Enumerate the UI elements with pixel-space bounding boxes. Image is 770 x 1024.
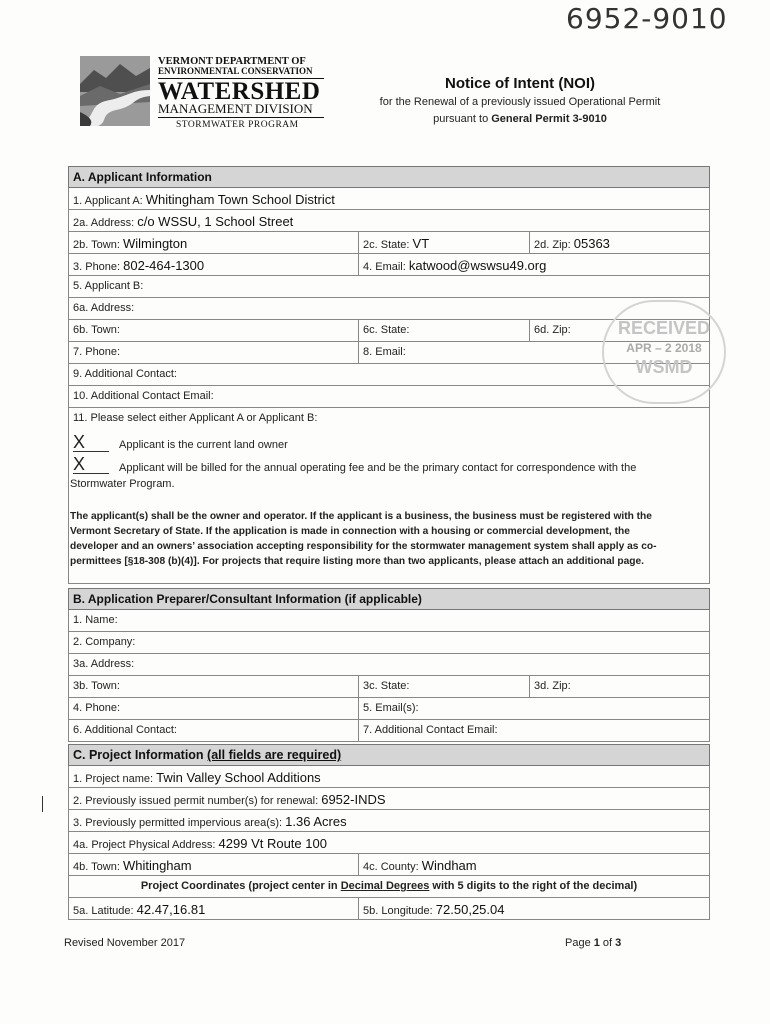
physical-address-row: 4a. Project Physical Address: 4299 Vt Route 100 xyxy=(68,832,710,854)
town-2b-value[interactable]: Wilmington xyxy=(122,236,188,251)
form-subtitle-1: for the Renewal of a previously issued Operational Permit xyxy=(379,96,661,108)
impervious-area-value[interactable]: 1.36 Acres xyxy=(285,814,347,829)
preparer-phone-row: 4. Phone: 5. Email(s): xyxy=(68,698,710,720)
longitude-value[interactable]: 72.50,25.04 xyxy=(435,902,505,917)
town-state-zip-6-row: 6b. Town: 6c. State: 6d. Zip: xyxy=(68,320,710,342)
project-name-row: 1. Project name: Twin Valley School Additions xyxy=(68,766,710,788)
applicant-b-row: 5. Applicant B: xyxy=(68,276,710,298)
additional-contact-row: 9. Additional Contact: xyxy=(68,364,710,386)
revised-date: Revised November 2017 xyxy=(64,937,186,949)
phone-3-value[interactable]: 802-464-1300 xyxy=(123,258,205,273)
billing-checkbox-mark[interactable]: X xyxy=(73,455,109,474)
section-c xyxy=(68,744,710,920)
division-sub: MANAGEMENT DIVISION xyxy=(158,101,313,116)
billing-checkbox-label-cont: Stormwater Program. xyxy=(70,478,175,490)
state-2c-value[interactable]: VT xyxy=(412,236,430,251)
received-stamp: RECEIVED APR – 2 2018 WSMD xyxy=(602,300,726,404)
section-a-heading: A. Applicant Information xyxy=(68,166,710,188)
preparer-company-row: 2. Company: xyxy=(68,632,710,654)
project-town-value[interactable]: Whitingham xyxy=(122,858,192,873)
page-number: Page 1 of 3 xyxy=(565,937,622,949)
address-2a-row: 2a. Address: c/o WSSU, 1 School Street xyxy=(68,210,710,232)
town-state-zip-2-row: 2b. Town: Wilmington 2c. State: VT 2d. Zip: 05363 xyxy=(68,232,710,254)
project-name-value[interactable]: Twin Valley School Additions xyxy=(156,770,321,785)
dept-line-1: VERMONT DEPARTMENT OF xyxy=(158,56,306,67)
logo-rule-bottom xyxy=(158,117,324,118)
watershed-logo xyxy=(80,56,150,126)
dept-line-2: ENVIRONMENTAL CONSERVATION xyxy=(158,66,313,76)
project-county-value[interactable]: Windham xyxy=(421,858,477,873)
email-4-value[interactable]: katwood@wswsu49.org xyxy=(408,258,547,273)
additional-email-row: 10. Additional Contact Email: xyxy=(68,386,710,408)
permit-number-value[interactable]: 6952-INDS xyxy=(321,792,386,807)
physical-address-value[interactable]: 4299 Vt Route 100 xyxy=(218,836,327,851)
section-b xyxy=(68,588,710,742)
form-subtitle-2: pursuant to General Permit 3-9010 xyxy=(433,113,607,125)
owner-checkbox-mark[interactable]: X xyxy=(73,433,109,452)
preparer-address-row: 3a. Address: xyxy=(68,654,710,676)
preparer-contact-row: 6. Additional Contact: 7. Additional Contact Email: xyxy=(68,720,710,742)
preparer-name-row: 1. Name: xyxy=(68,610,710,632)
margin-mark xyxy=(42,796,43,812)
handwritten-permit-number: 6952-9010 xyxy=(566,2,728,35)
program-name: STORMWATER PROGRAM xyxy=(176,120,299,130)
preparer-town-row: 3b. Town: 3c. State: 3d. Zip: xyxy=(68,676,710,698)
river-landscape-icon xyxy=(80,56,150,126)
lat-long-row: 5a. Latitude: 42.47,16.81 5b. Longitude: 72.50,25.04 xyxy=(68,898,710,920)
phone-email-b-row: 7. Phone: 8. Email: xyxy=(68,342,710,364)
billing-checkbox-label: Applicant will be billed for the annual operating fee and be the primary contact for correspondence with the xyxy=(119,462,637,474)
permit-number-row: 2. Previously issued permit number(s) for renewal: 6952-INDS xyxy=(68,788,710,810)
applicant-a-value[interactable]: Whitingham Town School District xyxy=(145,192,335,207)
applicant-a-row: 1. Applicant A: Whitingham Town School District xyxy=(68,188,710,210)
phone-email-row: 3. Phone: 802-464-1300 4. Email: katwood@wswsu49.org xyxy=(68,254,710,276)
form-title: Notice of Intent (NOI) xyxy=(445,75,595,92)
section-b-heading: B. Application Preparer/Consultant Information (if applicable) xyxy=(68,588,710,610)
town-county-row: 4b. Town: Whitingham 4c. County: Windham xyxy=(68,854,710,876)
impervious-area-row: 3. Previously permitted impervious area(s): 1.36 Acres xyxy=(68,810,710,832)
latitude-value[interactable]: 42.47,16.81 xyxy=(136,902,206,917)
applicant-note: The applicant(s) shall be the owner and operator. If the applicant is a business, the business must be registered with the Vermont Secretary of State. If the application is made in connection with a housing or commercial development, the developer and an owners’ association accepting responsibility for the stormwater management system shall apply as co- permittees [§18-308 (b)(4)]. For projects that require listing more than two applicants, please attach an additional page. xyxy=(70,511,657,567)
coordinates-heading-row: Project Coordinates (project center in Decimal Degrees with 5 digits to the right of the decimal) xyxy=(68,876,710,898)
section-c-heading: C. Project Information (all fields are required) xyxy=(68,744,710,766)
applicant-select-block: 11. Please select either Applicant A or Applicant B: X Applicant is the current land owner X Applicant will be billed for the annual operating fee and be the primary contact for correspondence with the Stormwater Program. The applicant(s) shall be the owner and operator. If the applicant is a business, the business must be registered with the Vermont Secretary of State. If the application is made in connection with a housing or commercial development, the developer and an owners’ association accepting responsibility for the stormwater management system shall apply as co- permittees [§18-308 (b)(4)]. For projects that require listing more than two applicants, please attach an additional page. xyxy=(68,408,710,584)
zip-2d-value[interactable]: 05363 xyxy=(573,236,610,251)
division-name: WATERSHED xyxy=(158,78,321,105)
address-2a-value[interactable]: c/o WSSU, 1 School Street xyxy=(137,214,294,229)
address-6a-row: 6a. Address: xyxy=(68,298,710,320)
owner-checkbox-label: Applicant is the current land owner xyxy=(119,439,288,451)
